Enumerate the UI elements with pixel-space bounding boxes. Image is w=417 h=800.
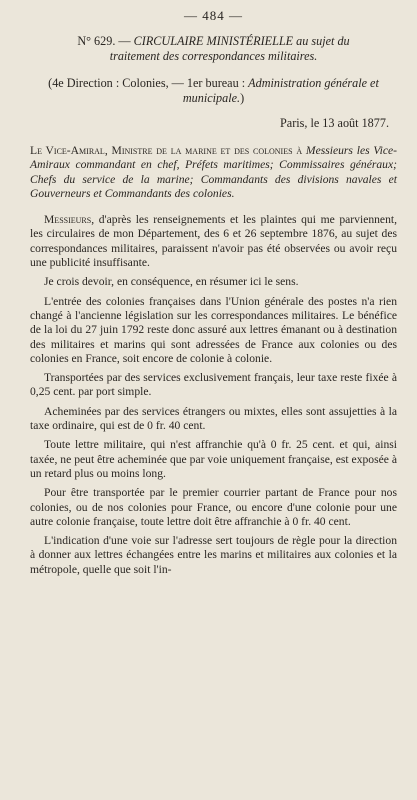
- sender-line: Le Vice-Amiral, Ministre de la marine et des colonies à: [30, 144, 303, 157]
- direction-italic: Administration générale et municipale.: [182, 76, 379, 105]
- addressee-block: [30, 144, 397, 201]
- paragraph-text: Pour être transportée par le premier courrier partant de France pour nos colonies, ou de nos colonies pour France, ou encore d'une colonie pour une autre colonie française, toute lettre doit être affranchie à 0 fr. 40 cent.: [30, 486, 397, 528]
- direction-line: [30, 76, 397, 106]
- paragraph: [30, 438, 397, 481]
- direction-prefix: (4e Direction : Colonies, — 1er bureau :: [48, 76, 249, 90]
- salutation: Messieurs,: [44, 213, 95, 227]
- paragraph-text: Toute lettre militaire, qui n'est affranchie qu'à 0 fr. 25 cent. et qui, ainsi taxée, ne peut être acheminée que par voie uniquement française, est exposée à un retard plus ou moins long.: [30, 438, 397, 480]
- paragraph-text: L'indication d'une voie sur l'adresse sert toujours de règle pour la direction à donner aux lettres échangées entre les marins et militaires aux colonies et la métropole, quelle que soit l'in-: [30, 534, 397, 576]
- dateline: Paris, le 13 août 1877.: [280, 116, 389, 130]
- circular-heading: [30, 34, 397, 64]
- paragraph-text: d'après les renseignements et les plaintes qui me parviennent, les circulaires de mon Département, des 6 et 26 septembre 1876, au sujet des correspondances militaires, paraissent n'avoir pas été observées ou avoir reçu une publicité insuffisante.: [30, 213, 397, 270]
- page-number: — 484 —: [184, 8, 243, 23]
- paragraph: [30, 534, 397, 577]
- paragraph: [30, 486, 397, 529]
- circular-title-line2: traitement des correspondances militaires.: [109, 49, 318, 63]
- paragraph: [30, 371, 397, 400]
- circular-number: N° 629. —: [77, 34, 134, 48]
- paragraph: [30, 213, 397, 270]
- direction-suffix: ): [240, 91, 245, 105]
- letter-body: [30, 213, 397, 577]
- paragraph: [30, 275, 397, 289]
- paragraph-text: Transportées par des services exclusivement français, leur taxe reste fixée à 0,25 cent. par port simple.: [30, 371, 397, 399]
- recipients-line: Messieurs les Vice-Amiraux commandant en chef, Préfets maritimes; Commissaires généraux; Chefs du service de la marine; Commandants des divisions navales et Gouverneurs et Commandants des colonies.: [30, 144, 397, 200]
- paragraph: [30, 295, 397, 366]
- paragraph-text: Je crois devoir, en conséquence, en résumer ici le sens.: [44, 275, 299, 289]
- paragraph: [30, 405, 397, 434]
- paragraph-text: Acheminées par des services étrangers ou mixtes, elles sont assujetties à la taxe ordinaire, qui est de 0 fr. 40 cent.: [30, 404, 397, 433]
- paragraph-text: L'entrée des colonies françaises dans l'Union générale des postes n'a rien changé à l'ancienne législation sur les correspondances militaires. Le bénéfice de la loi du 27 juin 1792 reste donc assuré aux lettres émanant ou à destination des militaires et marins qui sont adressées de France aux colonies ou des colonies en France, soit encore de colonie à colonie.: [30, 294, 397, 365]
- circular-title-line1: CIRCULAIRE MINISTÉRIELLE au sujet du: [133, 34, 350, 48]
